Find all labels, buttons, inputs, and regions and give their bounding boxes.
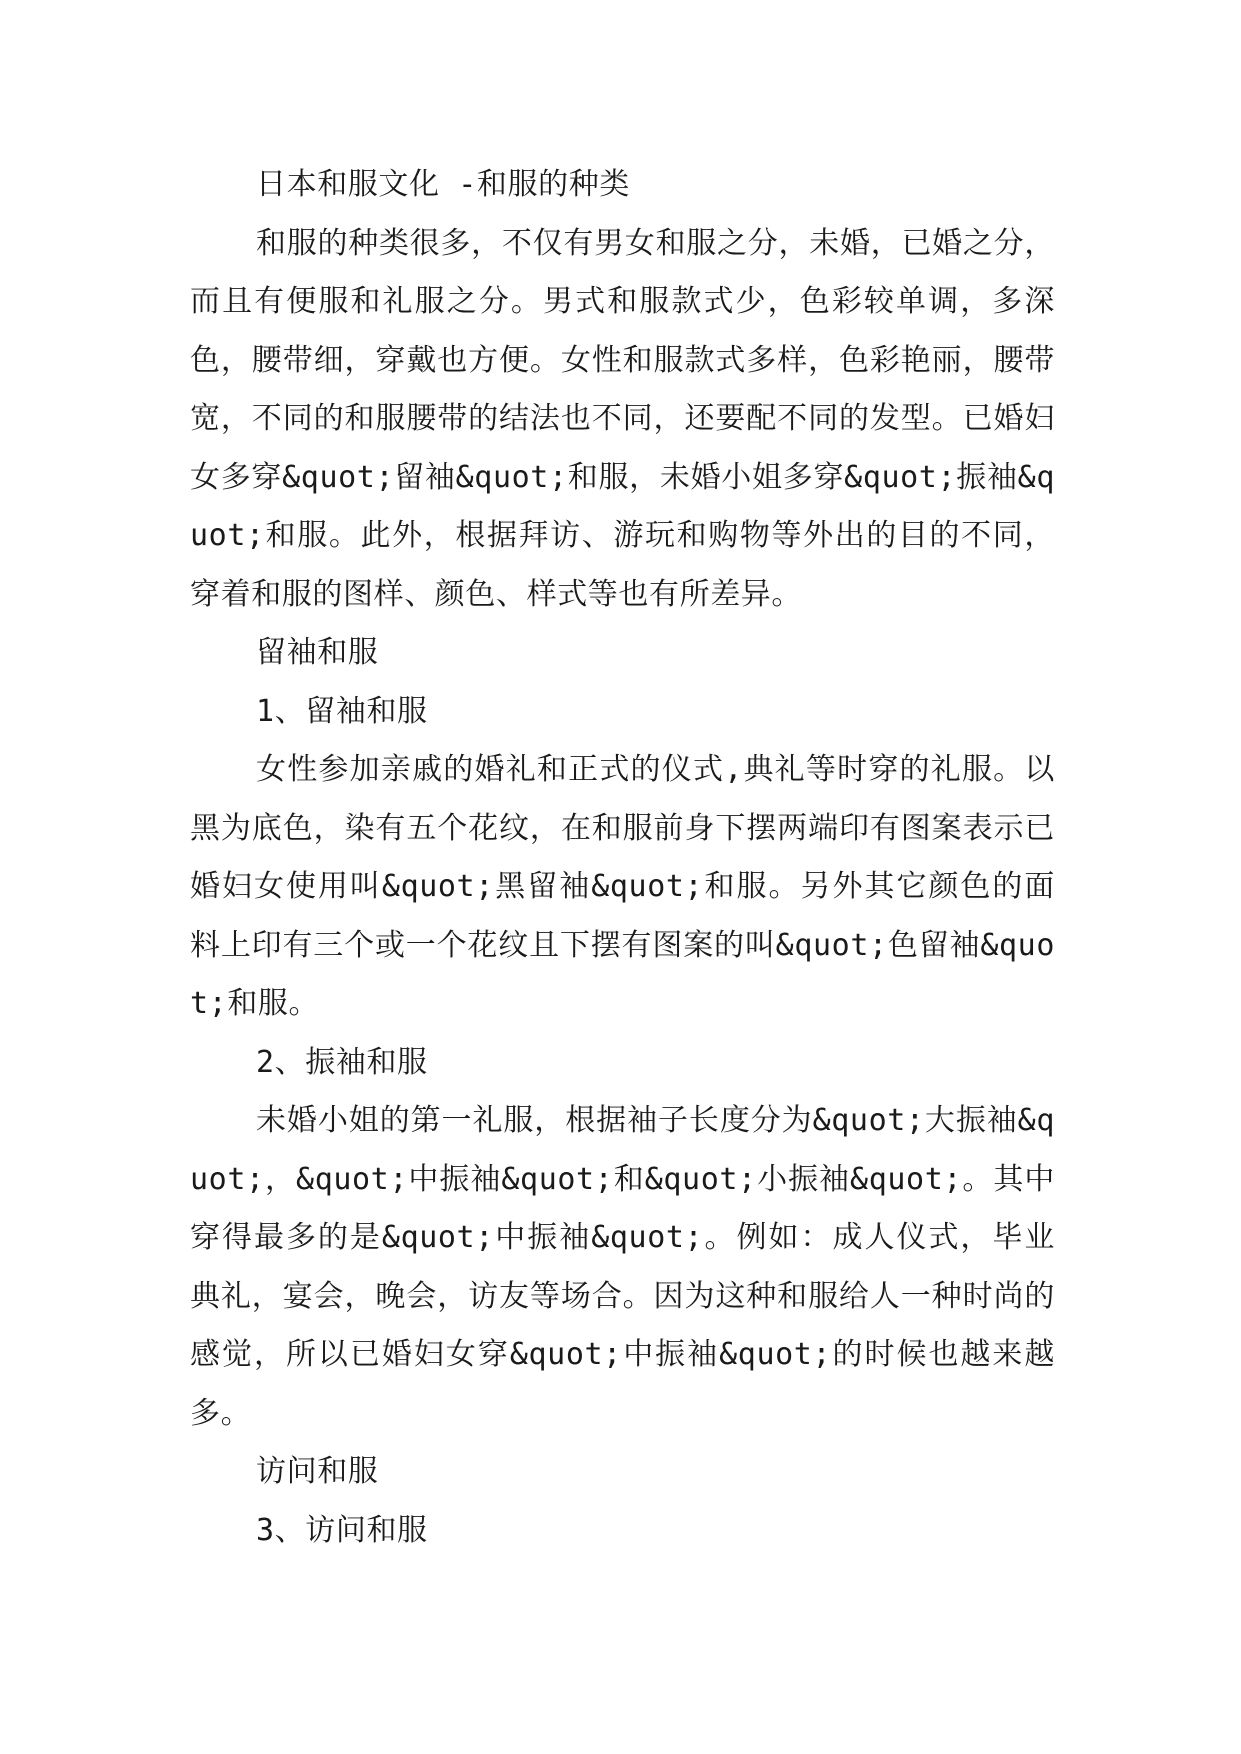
subheading-tomesode: 1、留袖和服	[256, 693, 428, 729]
section-heading-tomesode: 留袖和服	[256, 635, 379, 670]
section-heading-houmongi: 访问和服	[256, 1454, 379, 1489]
subheading-furisode: 2、振袖和服	[256, 1044, 428, 1080]
furisode-paragraph: 未婚小姐的第一礼服，根据袖子长度分为&quot;大振袖&quot;，&quot;中振袖&quot;和&quot;小振袖&quot;。其中穿得最多的是&quot;中振袖&quot;。例如：成人仪式，毕业典礼，宴会，晚会，访友等场合。因为这种和服给人一种时尚的感觉，所以已婚妇女穿&quot;中振袖&quot;的时候也越来越多。	[190, 1103, 1055, 1431]
tomesode-paragraph: 女性参加亲戚的婚礼和正式的仪式,典礼等时穿的礼服。以黑为底色，染有五个花纹，在和服前身下摆两端印有图案表示已婚妇女使用叫&quot;黑留袖&quot;和服。另外其它颜色的面料上印有三个或一个花纹且下摆有图案的叫&quot;色留袖&quot;和服。	[190, 752, 1055, 1021]
subheading-houmongi: 3、访问和服	[256, 1512, 428, 1548]
document-body	[190, 156, 1055, 1560]
document-title: 日本和服文化 -和服的种类	[256, 167, 630, 202]
intro-paragraph: 和服的种类很多，不仅有男女和服之分，未婚，已婚之分，而且有便服和礼服之分。男式和服款式少，色彩较单调，多深色，腰带细，穿戴也方便。女性和服款式多样，色彩艳丽，腰带宽，不同的和服腰带的结法也不同，还要配不同的发型。已婚妇女多穿&quot;留袖&quot;和服，未婚小姐多穿&quot;振袖&quot;和服。此外，根据拜访、游玩和购物等外出的目的不同，穿着和服的图样、颜色、样式等也有所差异。	[190, 225, 1055, 612]
